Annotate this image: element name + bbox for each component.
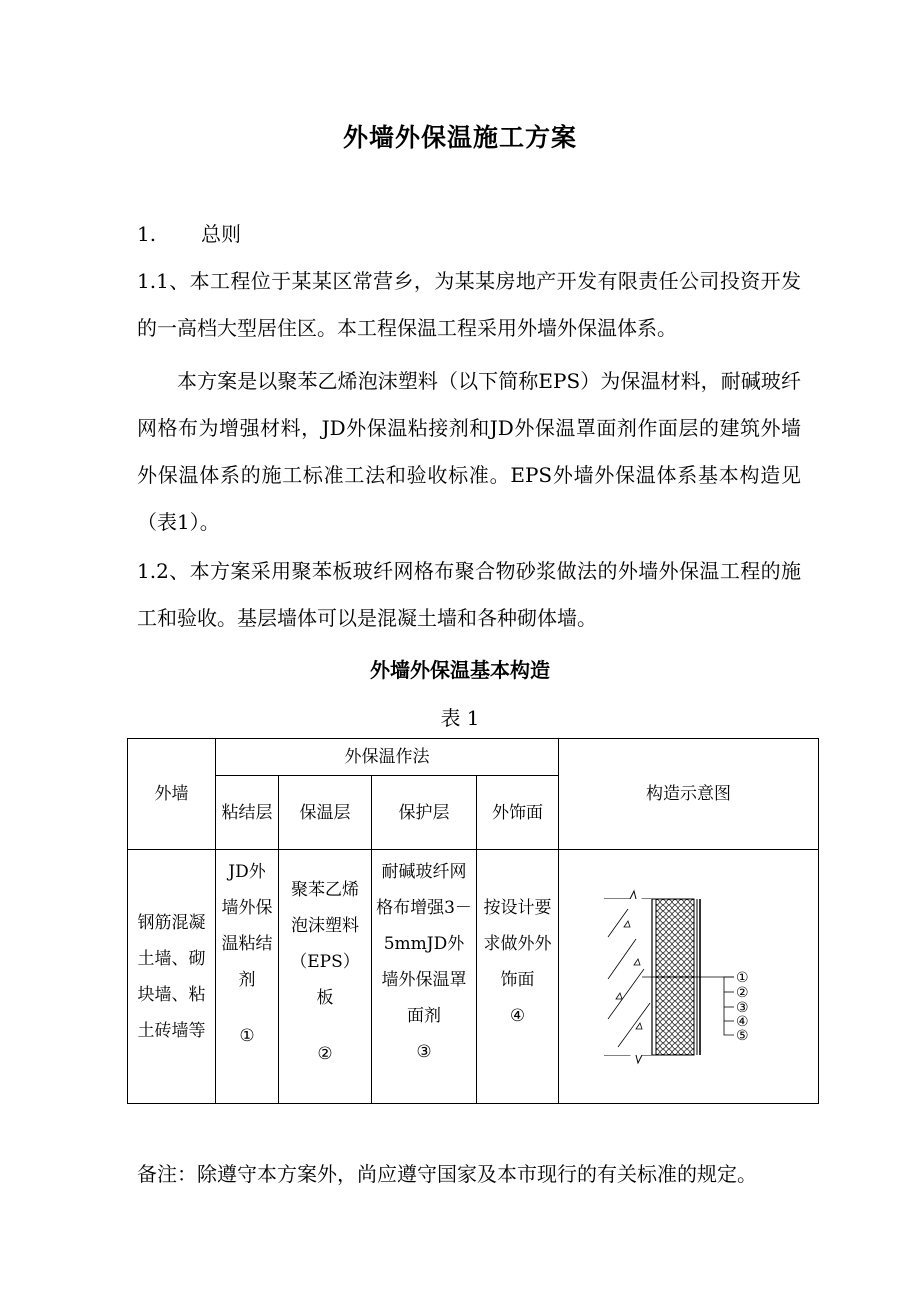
cell-finish-text: 按设计要求做外外饰面 — [483, 898, 552, 990]
wall-section-diagram — [594, 887, 784, 1067]
header-wall: 外墙 — [128, 739, 216, 850]
table-caption: 外墙外保温基本构造 — [370, 658, 550, 682]
footnote: 备注：除遵守本方案外，尚应遵守国家及本市现行的有关标准的规定。 — [137, 1162, 757, 1186]
diagram-mark-5: ⑤ — [735, 1027, 749, 1044]
paragraph-1-2: 1.2、本方案采用聚苯板玻纤网格布聚合物砂浆做法的外墙外保温工程的施工和验收。基层墙体可以是混凝土墙和各种砌体墙。 — [137, 559, 801, 630]
header-bond-layer: 粘结层 — [216, 776, 279, 850]
cell-finish-mark: ④ — [509, 1006, 526, 1026]
section-heading — [137, 218, 241, 247]
cell-protective-mark: ③ — [416, 1042, 432, 1062]
structure-table — [127, 738, 819, 1104]
cell-finish — [477, 850, 559, 1104]
cell-wall-type: 钢筋混凝土墙、砌块墙、粘土砖墙等 — [128, 850, 216, 1104]
header-diagram: 构造示意图 — [559, 739, 819, 850]
cell-bond-mark: ① — [239, 1026, 255, 1046]
cell-bond — [216, 850, 279, 1104]
section-title: 总则 — [201, 222, 241, 246]
paragraph-1-1: 1.1、本工程位于某某区常营乡，为某某房地产开发有限责任公司投资开发的一高档大型居住区。本工程保温工程采用外墙外保温体系。 — [137, 269, 801, 340]
cell-bond-text: JD外墙外保温粘结剂 — [221, 862, 273, 990]
diagram-mark-1: ① — [735, 969, 749, 986]
page-title: 外墙外保温施工方案 — [342, 123, 577, 152]
paragraph-1-1-detail: 本方案是以聚苯乙烯泡沫塑料（以下简称EPS）为保温材料，耐碱玻纤网格布为增强材料，JD外保温粘接剂和JD外保温罩面剂作面层的建筑外墙外保温体系的施工标准工法和验收标准。EPS外墙外保温体系基本构造见（表1）。 — [137, 369, 801, 534]
cell-insulation-mark: ② — [317, 1044, 333, 1064]
cell-insulation-text: 聚苯乙烯泡沫塑料（EPS）板 — [290, 880, 360, 1008]
cell-protective — [372, 850, 477, 1104]
cell-protective-text: 耐碱玻纤网格布增强3－5mmJD外墙外保温罩面剂 — [376, 862, 472, 1026]
cell-insulation — [279, 850, 372, 1104]
header-method-group: 外保温作法 — [216, 739, 559, 776]
diagram-mark-2: ② — [735, 984, 749, 1001]
table-label: 表 1 — [440, 706, 480, 730]
header-protective-layer: 保护层 — [372, 776, 477, 850]
cell-diagram — [559, 850, 819, 1104]
header-insulation-layer: 保温层 — [279, 776, 372, 850]
header-finish: 外饰面 — [477, 776, 559, 850]
section-number: 1. — [137, 222, 157, 246]
diagram-mark-3: ③ — [735, 999, 749, 1016]
diagram-mark-4: ④ — [735, 1013, 749, 1030]
